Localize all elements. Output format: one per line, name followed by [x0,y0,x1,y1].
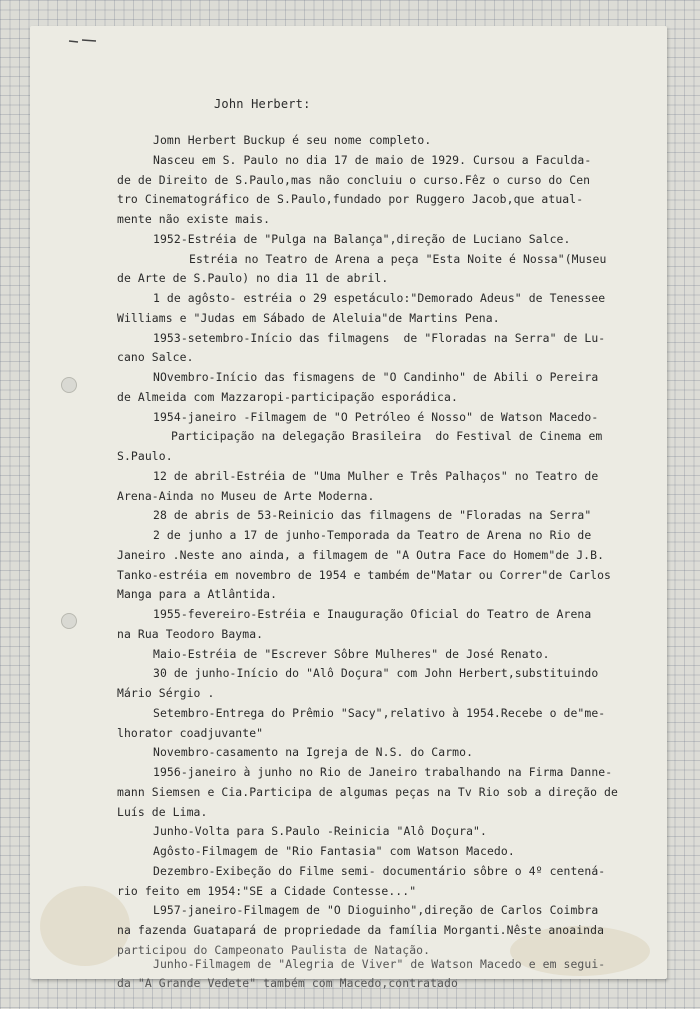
text-line: Estréia no Teatro de Arena a peça "Esta Noite é Nossa"(Museu [189,251,607,266]
text-line: S.Paulo. [117,449,173,463]
text-line: 12 de abril-Estréia de "Uma Mulher e Três Palhaços" no Teatro de [153,468,599,483]
text-line: lhorator coadjuvante" [117,725,264,740]
text-line: Maio-Estréia de "Escrever Sôbre Mulheres" de José Renato. [153,646,550,661]
ink-mark-icon [68,38,98,44]
punch-hole [61,613,77,629]
text-line: 1954-janeiro -Filmagem de "O Petróleo é Nosso" de Watson Macedo- [153,409,599,424]
text-line: Participação na delegação Brasileira do Festival de Cinema em [171,429,603,444]
text-line: da "A Grande Vedete" também com Macedo,contratado [117,976,458,991]
text-line: Nasceu em S. Paulo no dia 17 de maio de 1929. Cursou a Faculda- [153,152,592,167]
text-line: 1956-janeiro à junho no Rio de Janeiro trabalhando na Firma Danne- [153,765,613,779]
text-line: mann Siemsen e Cia.Participa de algumas peças na Tv Rio sob a direção de [117,784,618,799]
text-line: 1955-fevereiro-Estréia e Inauguração Oficial do Teatro de Arena [153,607,592,621]
text-line: mente não existe mais. [117,212,271,226]
text-line: Arena-Ainda no Museu de Arte Moderna. [117,488,375,503]
text-line: rio feito em 1954:"SE a Cidade Contesse..." [117,883,417,898]
text-line: cano Salce. [117,350,194,365]
text-line: 1953-setembro-Início das filmagens de "Floradas na Serra" de Lu- [153,330,606,345]
text-line: Junho-Filmagem de "Alegria de Viver" de Watson Macedo e em segui- [153,956,606,971]
text-line: na Rua Teodoro Bayma. [117,626,264,641]
text-line: Dezembro-Exibeção do Filme semi- documentário sôbre o 4º centená- [153,863,606,878]
text-line: NOvembro-Início das fismagens de "O Candinho" de Abili o Pereira [153,370,599,384]
text-line: Novembro-casamento na Igreja de N.S. do Carmo. [153,745,474,760]
text-line: L957-janeiro-Filmagem de "O Dioguinho",direção de Carlos Coimbra [153,903,599,918]
text-line: Jomn Herbert Buckup é seu nome completo. [153,133,432,147]
document-body [117,131,617,994]
text-line: 1 de agôsto- estréia o 29 espetáculo:"Demorado Adeus" de Tenessee [153,291,606,305]
text-line: 1952-Estréia de "Pulga na Balança",direção de Luciano Salce. [153,231,571,246]
text-line: 30 de junho-Início do "Alô Doçura" com John Herbert,substituindo [153,666,599,681]
text-line: Janeiro .Neste ano ainda, a filmagem de "A Outra Face do Homem"de J.B. [117,547,605,562]
text-line: Luís de Lima. [117,804,208,819]
text-line: Junho-Volta para S.Paulo -Reinicia "Alô Doçura". [153,824,487,839]
text-line: participou do Campeonato Paulista de Natação. [117,942,431,957]
text-line: tro Cinematográfico de S.Paulo,fundado por Ruggero Jacob,que atual- [117,192,584,207]
text-line: Agôsto-Filmagem de "Rio Fantasia" com Watson Macedo. [153,844,515,858]
text-line: de Arte de S.Paulo) no dia 11 de abril. [117,271,389,286]
text-line: Manga para a Atlântida. [117,587,278,602]
text-line: Williams e "Judas em Sábado de Aleluia"de Martins Pena. [117,310,500,325]
punch-hole [61,377,77,393]
text-line: na fazenda Guatapará de propriedade da família Morganti.Nêste anoainda [117,923,605,937]
text-line: 2 de junho a 17 de junho-Temporada da Teatro de Arena no Rio de [153,528,592,542]
text-line: 28 de abris de 53-Reinicio das filmagens de "Floradas na Serra" [153,508,592,523]
text-line: Tanko-estréia em novembro de 1954 e também de"Matar ou Correr"de Carlos [117,567,611,582]
text-line: de de Direito de S.Paulo,mas não concluiu o curso.Fêz o curso do Cen [117,172,591,187]
document-heading: John Herbert: [214,97,311,111]
text-line: Setembro-Entrega do Prêmio "Sacy",relativo à 1954.Recebe o de"me- [153,705,606,720]
text-line: de Almeida com Mazzaropi-participação esporádica. [117,389,458,404]
text-line: Mário Sérgio . [117,686,215,700]
